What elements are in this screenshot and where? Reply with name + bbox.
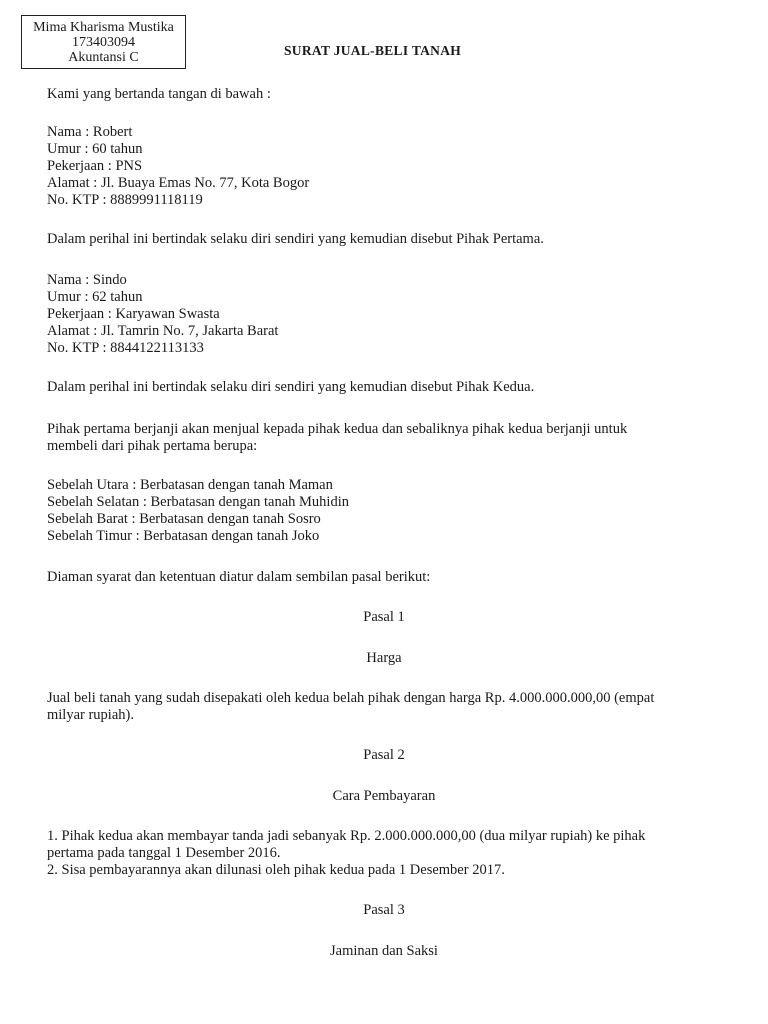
party2-statement: Dalam perihal ini bertindak selaku diri sendiri yang kemudian disebut Pihak Kedua.: [47, 379, 535, 395]
pasal3-heading: Jaminan dan Saksi: [330, 943, 438, 959]
boundary-utara: Sebelah Utara : Berbatasan dengan tanah Maman: [47, 477, 333, 493]
party1-statement: Dalam perihal ini bertindak selaku diri sendiri yang kemudian disebut Pihak Pertama.: [47, 231, 544, 247]
student-name: Mima Kharisma Mustika: [33, 20, 174, 35]
agreement-line-2: membeli dari pihak pertama berupa:: [47, 438, 258, 454]
student-nim: 173403094: [72, 35, 135, 50]
party2-umur: Umur : 62 tahun: [47, 289, 143, 305]
party1-pekerjaan: Pekerjaan : PNS: [47, 158, 143, 174]
intro-text: Kami yang bertanda tangan di bawah :: [47, 86, 271, 102]
conditions-intro: Diaman syarat dan ketentuan diatur dalam sembilan pasal berikut:: [47, 569, 431, 585]
boundary-selatan: Sebelah Selatan : Berbatasan dengan tanah Muhidin: [47, 494, 349, 510]
pasal1-body-line-2: milyar rupiah).: [47, 707, 134, 723]
party2-ktp: No. KTP : 8844122113133: [47, 340, 204, 356]
pasal1-number: Pasal 1: [363, 609, 405, 625]
boundary-timur: Sebelah Timur : Berbatasan dengan tanah Joko: [47, 528, 320, 544]
boundary-barat: Sebelah Barat : Berbatasan dengan tanah Sosro: [47, 511, 321, 527]
pasal2-number: Pasal 2: [363, 747, 405, 763]
party1-umur: Umur : 60 tahun: [47, 141, 143, 157]
party2-alamat: Alamat : Jl. Tamrin No. 7, Jakarta Barat: [47, 323, 279, 339]
pasal1-body-line-1: Jual beli tanah yang sudah disepakati oleh kedua belah pihak dengan harga Rp. 4.000.000.000,00 (empat: [47, 690, 655, 706]
pasal2-heading: Cara Pembayaran: [332, 788, 436, 804]
party2-pekerjaan: Pekerjaan : Karyawan Swasta: [47, 306, 220, 322]
document-title: SURAT JUAL-BELI TANAH: [284, 43, 462, 58]
student-id-box: [21, 15, 186, 69]
pasal3-number: Pasal 3: [363, 902, 405, 918]
pasal1-heading: Harga: [366, 650, 402, 666]
pasal2-body-line-3: 2. Sisa pembayarannya akan dilunasi oleh pihak kedua pada 1 Desember 2017.: [47, 862, 505, 878]
party1-ktp: No. KTP : 8889991118119: [47, 192, 203, 208]
pasal2-body-line-1: 1. Pihak kedua akan membayar tanda jadi sebanyak Rp. 2.000.000.000,00 (dua milyar rupiah) ke pihak: [47, 828, 646, 844]
party1-nama: Nama : Robert: [47, 124, 133, 140]
agreement-line-1: Pihak pertama berjanji akan menjual kepada pihak kedua dan sebaliknya pihak kedua berjanji untuk: [47, 421, 628, 437]
party2-nama: Nama : Sindo: [47, 272, 127, 288]
student-class: Akuntansi C: [68, 50, 139, 65]
pasal2-body-line-2: pertama pada tanggal 1 Desember 2016.: [47, 845, 281, 861]
party1-alamat: Alamat : Jl. Buaya Emas No. 77, Kota Bogor: [47, 175, 310, 191]
